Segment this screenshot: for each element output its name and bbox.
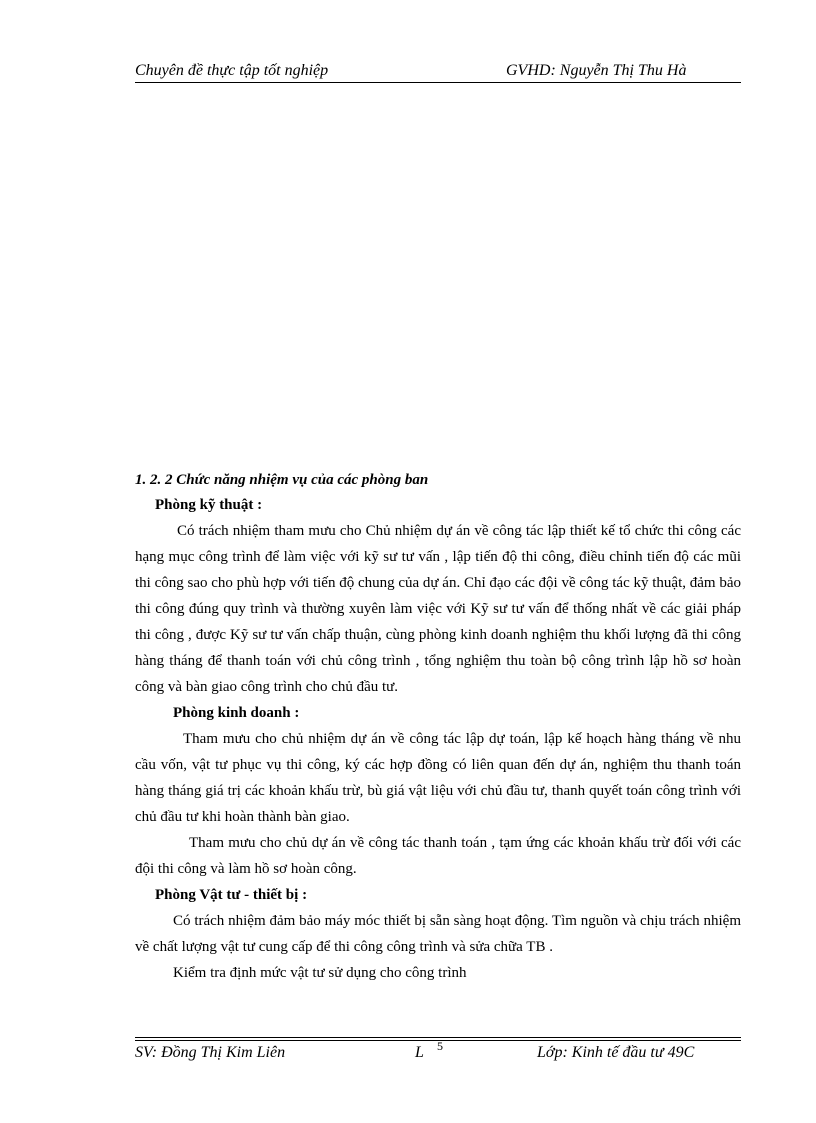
header-document-title: Chuyên đề thực tập tốt nghiệp — [135, 62, 329, 79]
technical-dept-paragraph: Có trách nhiệm tham mưu cho Chủ nhiệm dự án về công tác lập thiết kế tổ chức thi công các hạng mục công trình để làm việc với kỹ sư tư vấn , lập tiến độ thi công, điều chỉnh tiến độ các mũi thi công sao cho phù hợp với tiến độ chung của dự án. Chỉ đạo các đội về công tác kỹ thuật, đảm bảo thi công đúng quy trình và thường xuyên làm việc với Kỹ sư tư vấn để thống nhất về các giải pháp thi công , được Kỹ sư tư vấn chấp thuận, cùng phòng kinh doanh nghiệm thu khối lượng đã thi công hàng tháng để thanh toán với chủ công trình , tổng nghiệm thu toàn bộ công trình lập hồ sơ hoàn công và bàn giao công trình cho chủ đầu tư. — [135, 523, 741, 695]
page-footer — [135, 1037, 741, 1077]
materials-dept-paragraph-2: Kiểm tra định mức vật tư sử dụng cho công trình — [173, 965, 467, 981]
footer-rule — [135, 1037, 741, 1038]
materials-dept-paragraph-1: Có trách nhiệm đảm bảo máy móc thiết bị sẵn sàng hoạt động. Tìm nguồn và chịu trách nhiệm về chất lượng vật tư cung cấp để thi công công trình và sửa chữa TB . — [135, 913, 741, 955]
business-dept-heading: Phòng kinh doanh : — [173, 705, 300, 721]
materials-dept-heading: Phòng Vật tư - thiết bị : — [155, 887, 308, 903]
section-title: 1. 2. 2 Chức năng nhiệm vụ của các phòng ban — [135, 472, 429, 488]
header-supervisor: GVHD: Nguyễn Thị Thu Hà — [506, 62, 687, 79]
footer-class: Lớp: Kinh tế đầu tư 49C — [537, 1044, 695, 1061]
footer-letter: L — [415, 1044, 424, 1061]
technical-dept-heading: Phòng kỹ thuật : — [155, 497, 263, 513]
business-dept-paragraph-2: Tham mưu cho chủ dự án về công tác thanh toán , tạm ứng các khoản khấu trừ đối với các đội thi công và làm hồ sơ hoàn công. — [135, 835, 741, 877]
footer-student-name: SV: Đồng Thị Kim Liên — [135, 1044, 286, 1061]
business-dept-paragraph-1: Tham mưu cho chủ nhiệm dự án về công tác lập dự toán, lập kế hoạch hàng tháng về nhu cầu vốn, vật tư phục vụ thi công, ký các hợp đồng có liên quan đến dự án, nghiệm thu thanh toán hàng tháng giá trị các khoản khấu trừ, bù giá vật liệu với chủ đầu tư, thanh quyết toán công trình với chủ đầu tư khi hoàn thành bàn giao. — [135, 731, 741, 825]
page-number: 5 — [437, 1039, 443, 1053]
page-header — [135, 60, 741, 83]
body-content — [135, 468, 741, 986]
